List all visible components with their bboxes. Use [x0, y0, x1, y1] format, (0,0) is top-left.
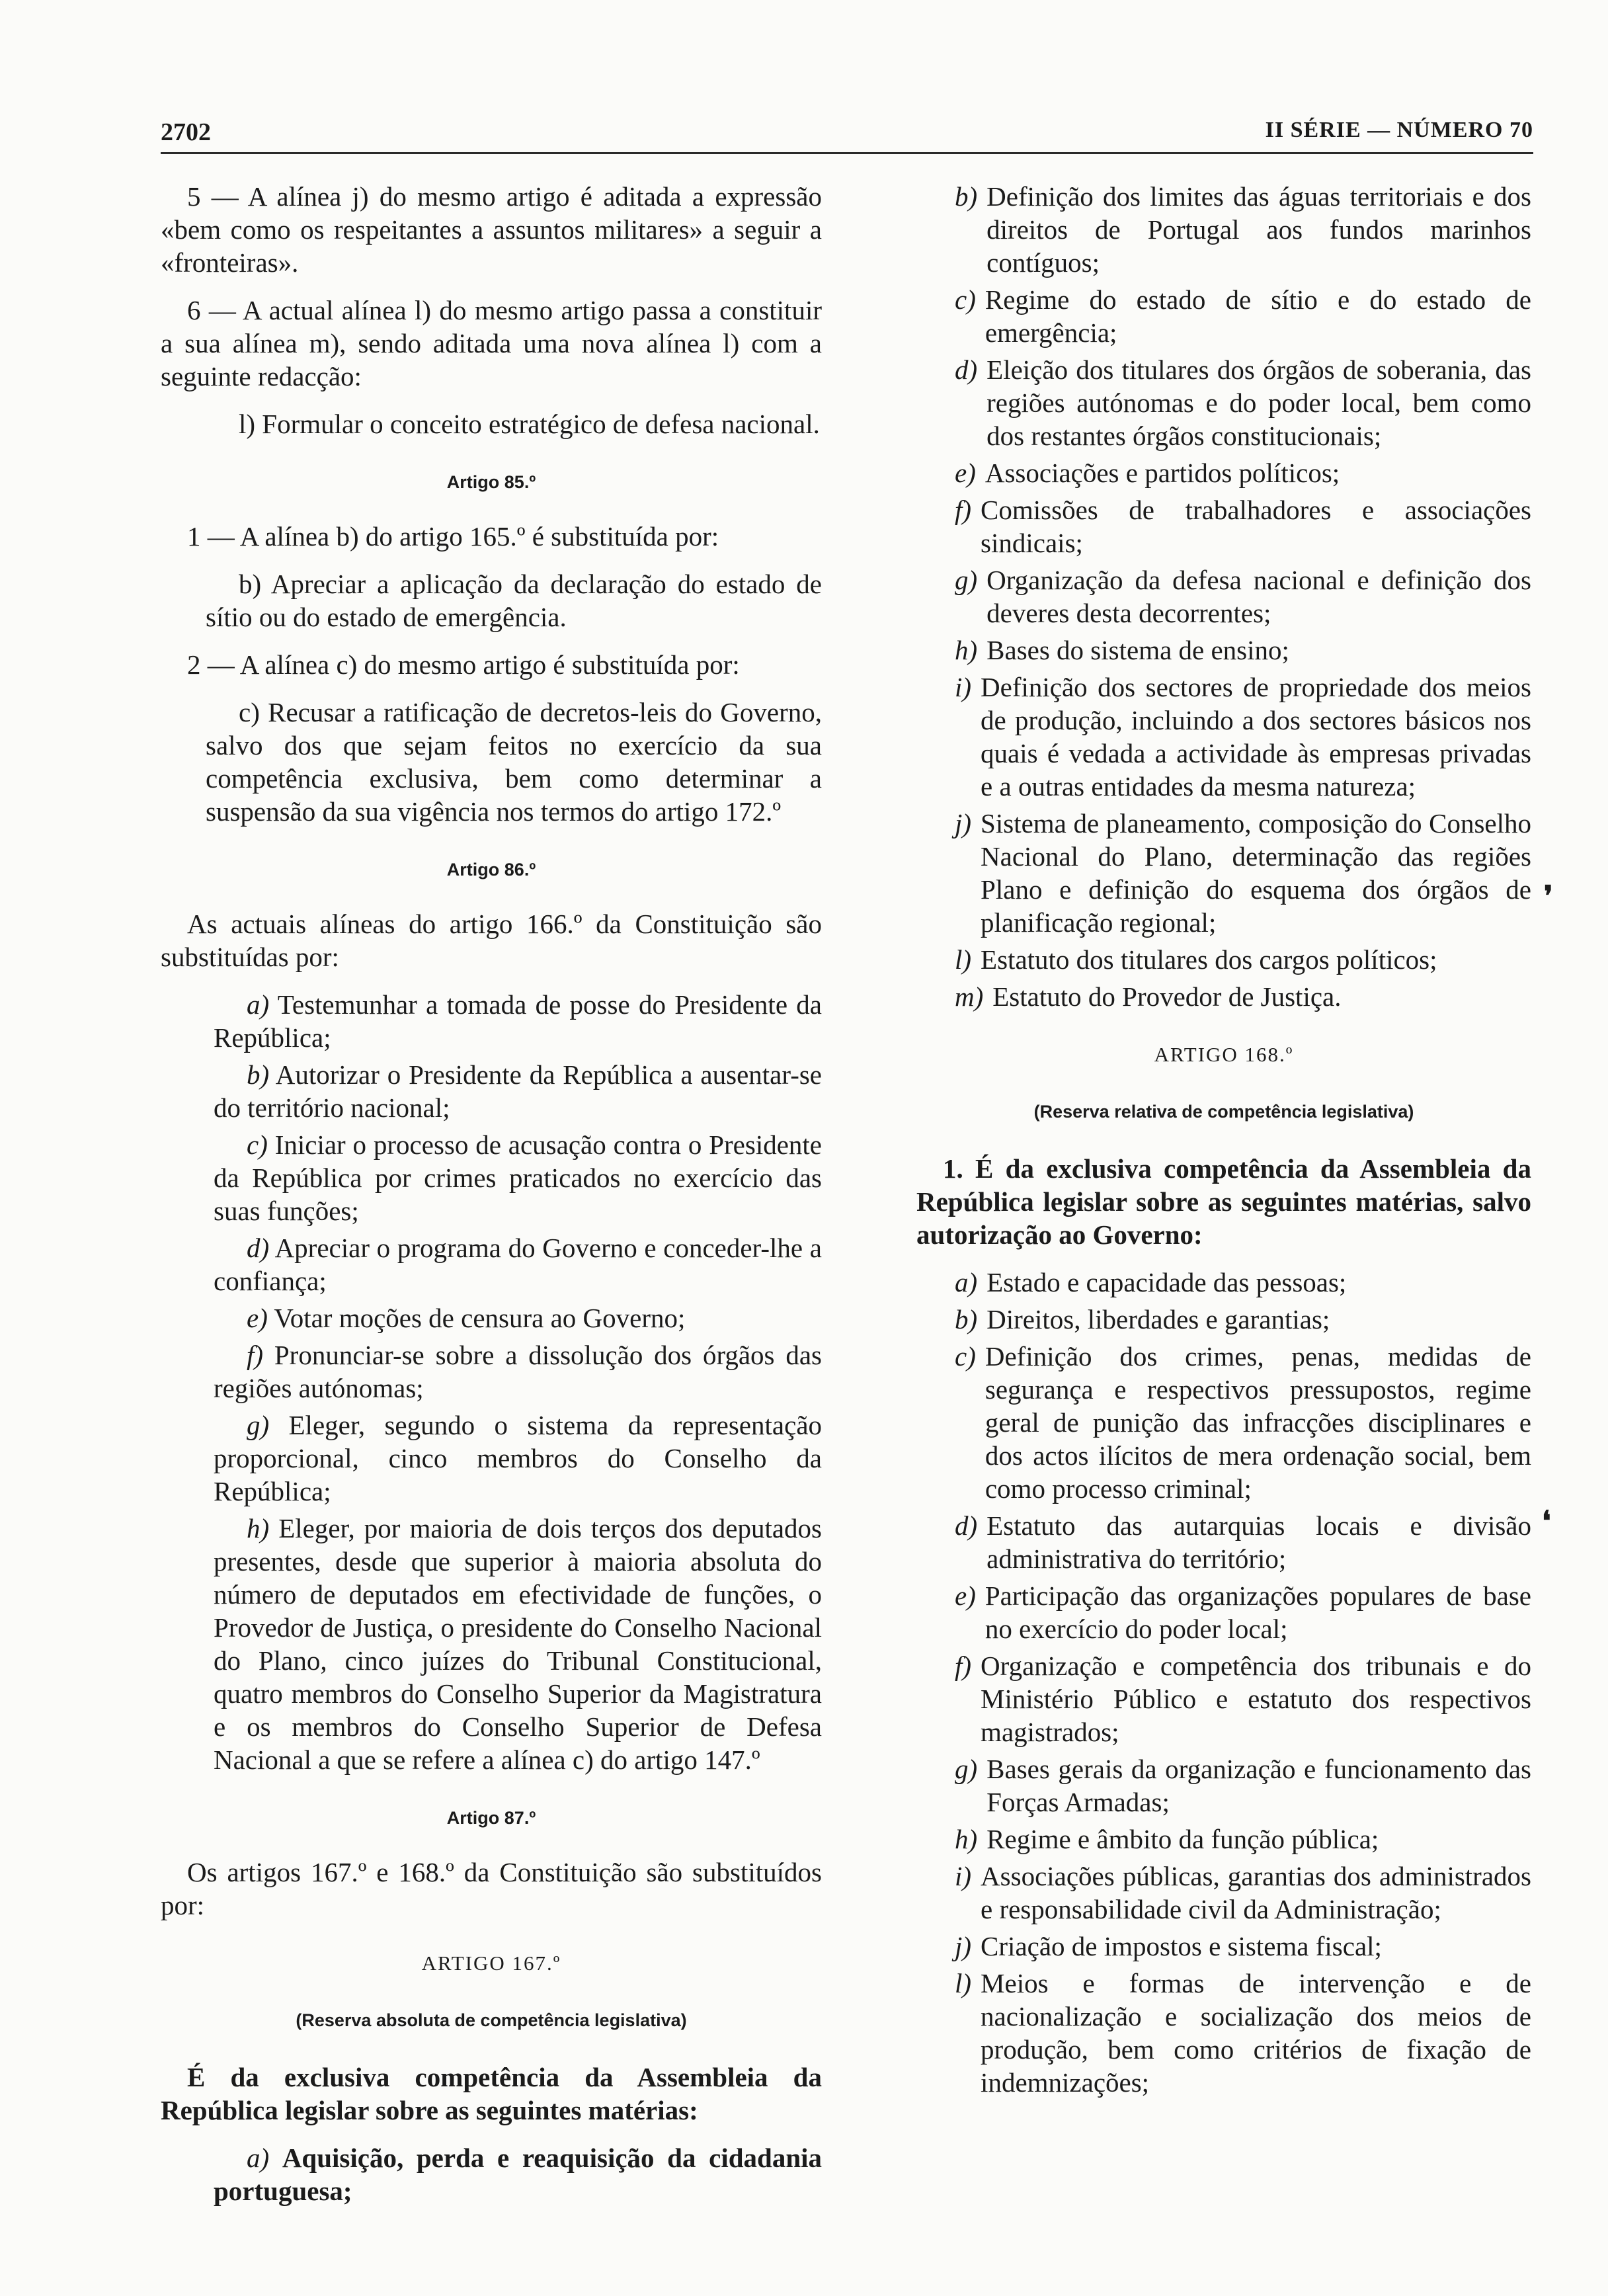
margin-mark: ❛ [1542, 1506, 1551, 1537]
article-86-list [214, 988, 822, 1776]
list-item: d) Apreciar o programa do Governo e conceder-lhe a confiança; [214, 1233, 822, 1296]
article-167-list-start [214, 2141, 822, 2207]
list-item: c) Definição dos crimes, penas, medidas de segurança e respectivos pressupostos, regime geral de punição das infracções disciplinares e dos actos ilícitos de mera ordenação social, bem como processo criminal; [955, 1341, 1531, 1504]
article-85-p2: 2 — A alínea c) do mesmo artigo é substituída por: [187, 649, 740, 680]
list-item: b) Autorizar o Presidente da República a ausentar-se do território nacional; [214, 1059, 822, 1123]
list-item: b) Definição dos limites das águas territoriais e dos direitos de Portugal aos fundos marinhos contíguos; [955, 181, 1531, 278]
article-85-p1: 1 — A alínea b) do artigo 165.º é substituída por: [187, 521, 719, 552]
list-item: g) Organização da defesa nacional e definição dos deveres desta decorrentes; [955, 565, 1531, 628]
page-number: 2702 [161, 118, 211, 146]
series-label: II SÉRIE — NÚMERO 70 [1265, 118, 1533, 142]
article-86-intro: As actuais alíneas do artigo 166.º da Constituição são substituídas por: [161, 909, 822, 972]
margin-mark: ❜ [1544, 882, 1553, 912]
list-item: f) Pronunciar-se sobre a dissolução dos órgãos das regiões autónomas; [214, 1340, 822, 1403]
list-item: e) Participação das organizações populares de base no exercício do poder local; [955, 1580, 1531, 1644]
list-item: c) Iniciar o processo de acusação contra o Presidente da República por crimes praticados no exercício das suas funções; [214, 1129, 822, 1226]
article-85-heading: Artigo 85.º [446, 472, 536, 492]
article-167-list-cont [916, 180, 1531, 1013]
list-item: l) Estatuto dos titulares dos cargos políticos; [955, 944, 1437, 975]
list-item: b) Direitos, liberdades e garantias; [955, 1304, 1330, 1334]
right-column [916, 180, 1531, 2112]
list-item: i) Definição dos sectores de propriedade dos meios de produção, incluindo a dos sectores básicos nos quais é vedada a actividade às empresas privadas e a outras entidades da mesma natureza; [955, 672, 1531, 801]
article-87-heading: Artigo 87.º [446, 1808, 536, 1828]
list-item: e) Votar moções de censura ao Governo; [247, 1303, 686, 1333]
list-item: d) Estatuto das autarquias locais e divisão administrativa do território; [955, 1510, 1531, 1574]
article-167-heading: ARTIGO 167.º [421, 1951, 561, 1975]
list-item: h) Eleger, por maioria de dois terços dos deputados presentes, desde que superior à maioria absoluta do número de deputados em efectividade de funções, o Provedor de Justiça, o presidente do Conselho Nacional do Plano, cinco juízes do Tribunal Constitucional, quatro membros do Conselho Superior da Magistratura e os membros do Conselho Superior de Defesa Nacional a que se refere a alínea c) do artigo 147.º [214, 1513, 822, 1775]
list-item: g) Eleger, segundo o sistema da representação proporcional, cinco membros do Conselho da República; [214, 1410, 823, 1506]
article-167-subtitle: (Reserva absoluta de competência legislativa) [296, 2010, 687, 2030]
article-168-subtitle: (Reserva relativa de competência legislativa) [1033, 1102, 1414, 1122]
left-column [161, 180, 822, 2221]
list-item: a) Estado e capacidade das pessoas; [955, 1267, 1347, 1297]
list-item: h) Regime e âmbito da função pública; [955, 1824, 1379, 1854]
article-86-heading: Artigo 86.º [446, 860, 536, 880]
list-item: e) Associações e partidos políticos; [955, 458, 1340, 488]
list-item: a) Aquisição, perda e reaquisição da cidadania portuguesa; [214, 2143, 823, 2206]
list-item: d) Eleição dos titulares dos órgãos de soberania, das regiões autónomas e do poder local, bem como dos restantes órgãos constitucionais; [955, 354, 1531, 451]
list-item: j) Criação de impostos e sistema fiscal; [955, 1931, 1382, 1961]
article-85-quote-b: b) Apreciar a aplicação da declaração do estado de sítio ou do estado de emergência. [206, 569, 822, 632]
header-rule [161, 152, 1533, 154]
list-item: c) Regime do estado de sítio e do estado de emergência; [955, 284, 1531, 348]
article-168-list [916, 1266, 1531, 2099]
article-85-quote-c: c) Recusar a ratificação de decretos-leis do Governo, salvo dos que sejam feitos no exercício da sua competência exclusiva, bem como determinar a suspensão da sua vigência nos termos do artigo 172.º [206, 697, 822, 827]
list-item: m) Estatuto do Provedor de Justiça. [955, 981, 1342, 1012]
article-168-heading: ARTIGO 168.º [1154, 1043, 1294, 1066]
article-167-intro: É da exclusiva competência da Assembleia da República legislar sobre as seguintes matérias: [161, 2062, 822, 2125]
list-item: f) Comissões de trabalhadores e associações sindicais; [955, 495, 1531, 558]
quote-alinea-l: l) Formular o conceito estratégico de defesa nacional. [239, 409, 820, 439]
paragraph-5: 5 — A alínea j) do mesmo artigo é aditada a expressão «bem como os respeitantes a assuntos militares» a seguir a «fronteiras». [161, 181, 822, 278]
list-item: h) Bases do sistema de ensino; [955, 635, 1289, 665]
page-header [0, 118, 1608, 157]
list-item: g) Bases gerais da organização e funcionamento das Forças Armadas; [955, 1754, 1531, 1817]
list-item: l) Meios e formas de intervenção e de nacionalização e socialização dos meios de produção, bem como critérios de fixação de indemnizações; [955, 1968, 1531, 2098]
list-item: i) Associações públicas, garantias dos administrados e responsabilidade civil da Administração; [955, 1861, 1531, 1924]
paragraph-6: 6 — A actual alínea l) do mesmo artigo passa a constituir a sua alínea m), sendo aditada uma nova alínea l) com a seguinte redacção: [161, 295, 822, 391]
list-item: a) Testemunhar a tomada de posse do Presidente da República; [214, 989, 822, 1053]
article-168-intro: 1. É da exclusiva competência da Assembleia da República legislar sobre as seguintes matérias, salvo autorização ao Governo: [916, 1153, 1531, 1250]
list-item: f) Organização e competência dos tribunais e do Ministério Público e estatuto dos respectivos magistrados; [955, 1651, 1531, 1747]
list-item: j) Sistema de planeamento, composição do Conselho Nacional do Plano, determinação das regiões Plano e definição do esquema dos órgãos de planificação regional; [955, 808, 1531, 938]
article-87-intro: Os artigos 167.º e 168.º da Constituição são substituídos por: [161, 1857, 822, 1920]
